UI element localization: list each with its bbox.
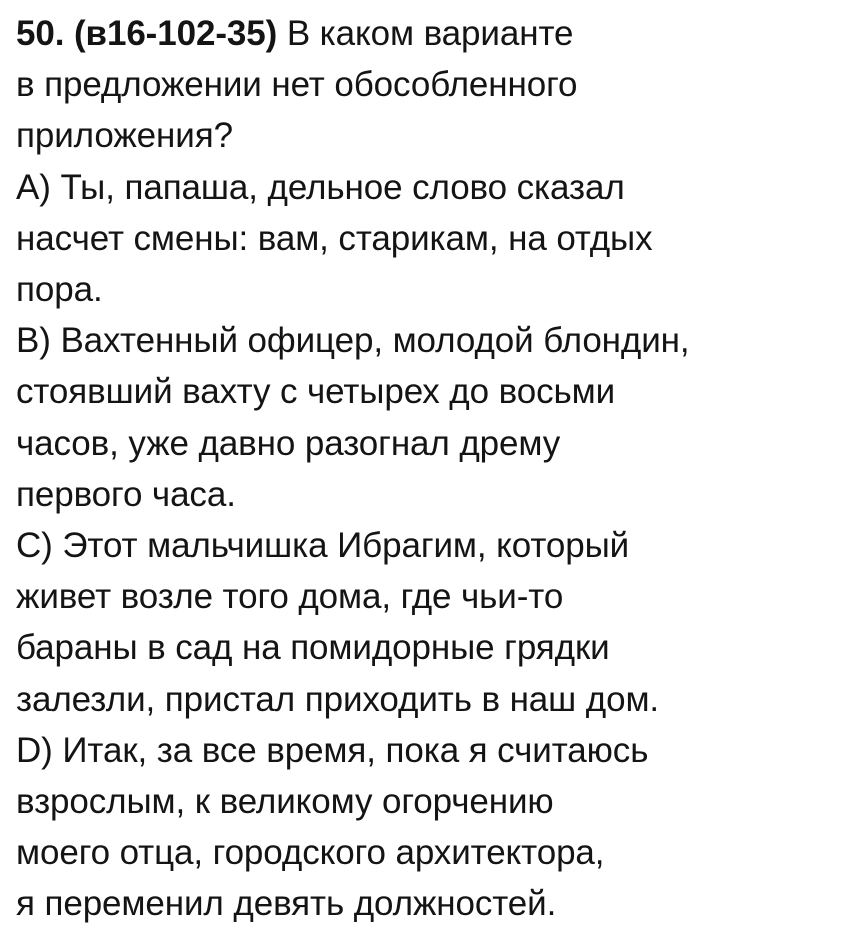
option-text-line: насчет смены: вам, старикам, на отдых [16, 218, 653, 258]
option-c [16, 520, 850, 725]
option-text-line: живет возле того дома, где чьи-то [16, 577, 564, 617]
option-text-line: бараны в сад на помидорные грядки [16, 628, 610, 668]
option-c-line-1 [16, 520, 850, 571]
option-text-line: часов, уже давно разогнал дрему [16, 423, 561, 463]
question-text-line: приложения? [16, 116, 233, 156]
question-text-line: В каком варианте [286, 14, 574, 53]
option-letter: В) [16, 321, 51, 361]
option-a [16, 162, 850, 316]
option-text-line: Вахтенный офицер, молодой блондин, [60, 321, 690, 361]
option-text-line: Ты, папаша, дельное слово сказал [60, 167, 625, 207]
option-text-line: Итак, за все время, пока я считаюсь [62, 730, 649, 770]
option-text-line: взрослым, к великому огорчению [16, 782, 554, 822]
option-b [16, 315, 850, 520]
option-text-line: я переменил девять должностей. [16, 884, 557, 924]
option-text-line: первого часа. [16, 474, 236, 514]
question-text-line: в предложении нет обособленного [16, 65, 578, 105]
option-b-line-1 [16, 315, 850, 366]
option-letter: А) [16, 167, 51, 207]
question-number: 50. (в16-102-35) [16, 14, 278, 53]
option-text-line: пора. [16, 270, 103, 310]
option-letter: С) [16, 526, 53, 566]
question-line-1 [16, 8, 850, 59]
option-letter: D) [16, 730, 53, 770]
option-text-line: залезли, пристал приходить в наш дом. [16, 679, 660, 719]
option-text-line: моего отца, городского архитектора, [16, 833, 605, 873]
question-block [16, 8, 850, 162]
option-d [16, 725, 850, 930]
option-d-line-1 [16, 725, 850, 776]
option-text-line: стоявший вахту с четырех до восьми [16, 372, 616, 412]
option-a-line-1 [16, 162, 850, 213]
option-text-line: Этот мальчишка Ибрагим, который [62, 526, 630, 566]
